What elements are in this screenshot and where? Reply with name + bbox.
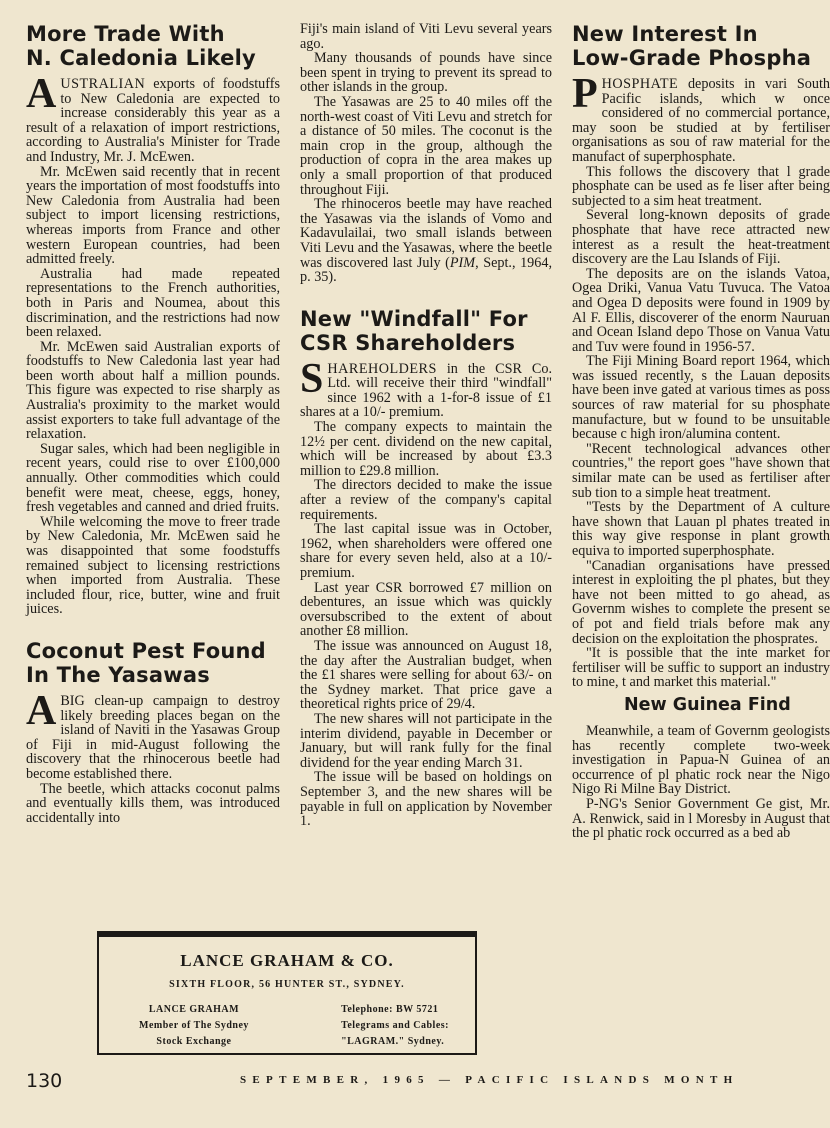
- footer-publication-line: SEPTEMBER, 1965 — PACIFIC ISLANDS MONTH: [240, 1074, 739, 1086]
- article-paragraph: The issue will be based on holdings on September 3, and the new shares will be payable in full on application by November 1.: [300, 769, 552, 830]
- headline-line: More Trade With: [26, 22, 225, 46]
- article-paragraph: Meanwhile, a team of Governm geologists has recently complete two-week investigation in Papua-N Guinea of an occurrence of pl phatic rock near the Nigo Nigo Ri Milne Bay District.: [572, 722, 830, 798]
- article-paragraph: "It is possible that the inte market for fertiliser will be suffic to support an industry to mine, t and market this material.": [572, 645, 830, 691]
- lead-word: HOSPHATE: [601, 76, 679, 92]
- headline-line: Low-Grade Phospha: [572, 46, 812, 70]
- headline-windfall: [300, 307, 552, 355]
- article-paragraph: Many thousands of pounds have since been spent in trying to prevent its spread to other islands in the group.: [300, 50, 552, 96]
- article-paragraph: The new shares will not participate in the interim dividend, payable in December or January, but will rank fully for the final dividend for the year ending March 31.: [300, 710, 552, 771]
- article-paragraph: [26, 71, 280, 165]
- article-paragraph: Fiji's main island of Viti Levu several years ago.: [300, 21, 552, 52]
- ad-left-block: [139, 1002, 249, 1050]
- drop-cap: S: [300, 355, 324, 402]
- page-number: 130: [26, 1070, 63, 1092]
- article-paragraph: The Yasawas are 25 to 40 miles off the north-west coast of Viti Levu and stretch for a distance of 50 miles. The coconut is the main crop in the group, although the production of copra in the area makes up only a small proportion of that produced throughout Fiji.: [300, 93, 552, 198]
- article-paragraph: Last year CSR borrowed £7 million on debentures, an issue which was quickly oversubscribed to the extent of about another £8 million.: [300, 579, 552, 640]
- article-paragraph: [26, 687, 280, 782]
- article-paragraph: "Recent technological advances other countries," the report goes "have shown that similar mate can be used as fertiliser after sub tion to a simple heat treatment.: [572, 440, 830, 501]
- ad-top-rule: [99, 933, 475, 937]
- article-paragraph: Mr. McEwen said Australian exports of foodstuffs to New Caledonia last year had been worth about half a million pounds. This figure was expected to rise sharply as Australia's proximity to the market would assist exporters to take full advantage of the relaxation.: [26, 338, 280, 443]
- headline-line: In The Yasawas: [26, 662, 210, 687]
- column-2: [300, 22, 552, 829]
- article-paragraph: The directors decided to make the issue after a review of the company's capital requirements.: [300, 477, 552, 523]
- ad-line: LANCE GRAHAM: [148, 1004, 240, 1015]
- article-paragraph: The deposits are on the islands Vatoa, Ogea Driki, Vanua Vatu Tuvuca. The Vatoa and Ogea D deposits were found in 1909 by Al F. Ellis, discoverer of the enorm Nauruan and Ocean Island depo Those on Vanua Vatu and Tuv were found in 1956-57.: [572, 265, 830, 355]
- ad-line: Telegrams and Cables:: [341, 1020, 449, 1031]
- paragraph-text: exports of foodstuffs to New Caledonia are expected to increase considerably this year as a result of a relaxation of import restrictions, according to Australia's Minister for Trade and Industry, Mr. J. McEwen.: [26, 76, 280, 165]
- column-1: [26, 22, 280, 825]
- article-paragraph: The beetle, which attacks coconut palms and eventually kills them, was introduced accidentally into: [26, 780, 280, 826]
- paragraph-text: deposits in vari South Pacific islands, which w once considered of no commercial portance, may soon be studied at by fertiliser organisations as sou of raw material for the manufact of superphosphate.: [572, 76, 830, 165]
- ad-address: SIXTH FLOOR, 56 HUNTER ST., SYDNEY.: [169, 979, 405, 990]
- drop-cap: P: [572, 71, 598, 117]
- article-paragraph: Several long-known deposits of grade phosphate that have rece attracted new interest as a result the heat-treatment discovery are the Lau Islands of Fiji.: [572, 207, 830, 268]
- lead-word: USTRALIAN: [60, 76, 146, 92]
- ad-firm-name: LANCE GRAHAM & CO.: [180, 951, 394, 970]
- drop-cap: A: [26, 687, 57, 734]
- paragraph-text: The rhinoceros beetle may have reached the Yasawas via the islands of Vomo and Kadavulailai, two small islands between Viti Levu and the Yasawas, where the beetle was discovered last July (: [300, 196, 552, 271]
- subheadline-new-guinea-find: New Guinea Find: [624, 694, 791, 715]
- paragraph-text: in the CSR Co. Ltd. will receive their third "windfall" since 1962 with a 1-for-8 issue of £1 shares at a 10/- premium.: [300, 360, 552, 421]
- article-paragraph: "Canadian organisations have pressed interest in exploiting the pl phates, but they have not been mitted to go ahead, as Governm wishes to complete the present se of pot and field trials before mak any decision on the exploitation the phosprates.: [572, 557, 830, 647]
- headline-line: New "Windfall" For: [300, 306, 528, 331]
- publication-name: PIM: [449, 254, 476, 271]
- article-paragraph: "Tests by the Department of A culture have shown that Lauan pl phates treated in this way give response in plant growth equiva to imported superphosphate.: [572, 499, 830, 559]
- headline-more-trade: [26, 22, 280, 70]
- article-paragraph: The company expects to maintain the 12½ per cent. dividend on the new capital, which will be increased by about £3.3 million to £29.8 million.: [300, 419, 552, 479]
- article-paragraph: [300, 355, 552, 421]
- headline-coconut-pest: [26, 639, 280, 687]
- article-paragraph: [300, 197, 552, 285]
- article-paragraph: Sugar sales, which had been negligible in recent years, could rise to over £100,000 annually. Other commodities which could benefit were meat, cheese, eggs, honey, fresh vegetables and canned and dried fruits.: [26, 440, 280, 516]
- page-footer: [0, 1070, 801, 1094]
- article-paragraph: While welcoming the move to freer trade by New Caledonia, Mr. McEwen said he was disappointed that some foodstuffs remained subject to licensing restrictions when imported from Australia. These included flour, rice, butter, wine and fruit juices.: [26, 513, 280, 618]
- drop-cap: A: [26, 71, 57, 117]
- article-paragraph: The Fiji Mining Board report 1964, which was issued recently, s the Lauan deposits have been inve gated at various times as poss sources of raw material for su phosphate manufacture, but w found to be unsuitable because c high iron/alumina content.: [572, 353, 830, 443]
- article-paragraph: [572, 71, 830, 165]
- column-3: [572, 22, 830, 842]
- headline-line: CSR Shareholders: [300, 330, 516, 355]
- article-paragraph: The last capital issue was in October, 1962, when shareholders were offered one share for every seven held, also at a 10/- premium.: [300, 521, 552, 581]
- lead-word: HAREHOLDERS: [327, 360, 437, 377]
- article-paragraph: The issue was announced on August 18, the day after the Australian budget, when the £1 shares were selling for about 63/- on the Sydney market. That price gave a theoretical rights price of 29/4.: [300, 637, 552, 713]
- advertisement-box: [97, 931, 477, 1055]
- ad-right-block: [341, 1002, 449, 1050]
- headline-phosphate: [572, 22, 830, 70]
- paragraph-text: , Sept., 1964, p. 35).: [300, 254, 552, 286]
- ad-line: "LAGRAM." Sydney.: [341, 1036, 445, 1047]
- ad-details: [99, 990, 475, 1050]
- ad-line: Member of The Sydney: [139, 1020, 249, 1031]
- paragraph-text: BIG clean-up campaign to destroy likely breeding places began on the island of Naviti in the Yasawas Group of Fiji in mid-August following the discovery that the rhinocerous beetle had become established there.: [26, 692, 280, 782]
- article-paragraph: Australia had made repeated representations to the French authorities, both in Paris and Noumea, about this discrimination, and the restrictions had now been relaxed.: [26, 265, 280, 341]
- ad-line: Stock Exchange: [156, 1036, 232, 1047]
- ad-line: Telephone: BW 5721: [341, 1004, 439, 1015]
- article-paragraph: Mr. McEwen said recently that in recent years the importation of most foodstuffs into New Caledonia from Australia had been subject to import licensing restrictions, whereas imports from France and other western European countries, had been admitted freely.: [26, 163, 280, 268]
- headline-line: Coconut Pest Found: [26, 638, 266, 663]
- article-paragraph: P-NG's Senior Government Ge gist, Mr. A. Renwick, said in l Moresby in August that the pl phatic rock occurred as a bed ab: [572, 795, 830, 842]
- article-paragraph: This follows the discovery that l grade phosphate can be used as fe liser after being subjected to a sim heat treatment.: [572, 163, 830, 209]
- headline-line: N. Caledonia Likely: [26, 46, 256, 70]
- headline-line: New Interest In: [572, 22, 758, 46]
